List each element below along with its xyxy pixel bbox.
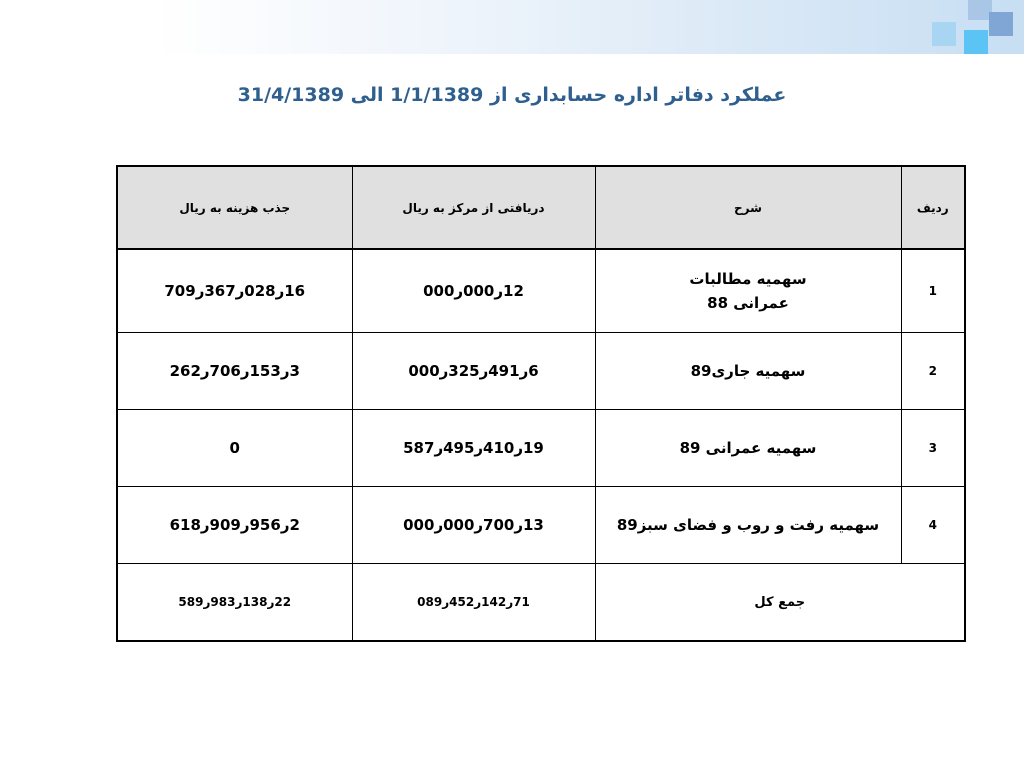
total-cost: 22ر138ر983ر589 [117, 564, 352, 642]
row-cost: 0 [117, 410, 352, 487]
table-row [117, 333, 965, 410]
table-header-row [117, 166, 965, 249]
row-description-line: سهمیه مطالبات [689, 270, 807, 288]
table-total-row [117, 564, 965, 642]
decor-square [989, 12, 1013, 36]
table-row [117, 410, 965, 487]
header-description: شرح [595, 166, 901, 249]
row-received: 6ر491ر325ر000 [352, 333, 595, 410]
total-received: 71ر142ر452ر089 [352, 564, 595, 642]
row-index: 1 [901, 249, 965, 333]
row-received: 12ر000ر000 [352, 249, 595, 333]
row-cost: 3ر153ر706ر262 [117, 333, 352, 410]
row-description-line: عمرانی 88 [707, 294, 789, 312]
row-description [595, 249, 901, 333]
page-title [0, 84, 1024, 106]
row-description: سهمیه عمرانی 89 [595, 410, 901, 487]
header-cost: جذب هزینه به ریال [117, 166, 352, 249]
row-index: 3 [901, 410, 965, 487]
decor-square [964, 30, 988, 54]
row-cost: 16ر028ر367ر709 [117, 249, 352, 333]
table-row [117, 249, 965, 333]
row-index: 2 [901, 333, 965, 410]
row-description: سهمیه جاری89 [595, 333, 901, 410]
title-text: عملکرد دفاتر اداره حسابداری از [490, 84, 787, 106]
title-between: الی [350, 84, 384, 106]
row-index: 4 [901, 487, 965, 564]
table-row [117, 487, 965, 564]
row-received: 19ر410ر495ر587 [352, 410, 595, 487]
row-cost: 2ر956ر909ر618 [117, 487, 352, 564]
header-received: دریافتی از مرکز به ریال [352, 166, 595, 249]
title-from-date: 1/1/1389 [390, 84, 484, 106]
title-to-date: 31/4/1389 [237, 84, 345, 106]
row-received: 13ر700ر000ر000 [352, 487, 595, 564]
header-band [0, 0, 1024, 54]
performance-table [116, 165, 966, 642]
decor-square [932, 22, 956, 46]
header-index: ردیف [901, 166, 965, 249]
total-label: جمع کل [595, 564, 965, 642]
row-description: سهمیه رفت و روب و فضای سبز89 [595, 487, 901, 564]
